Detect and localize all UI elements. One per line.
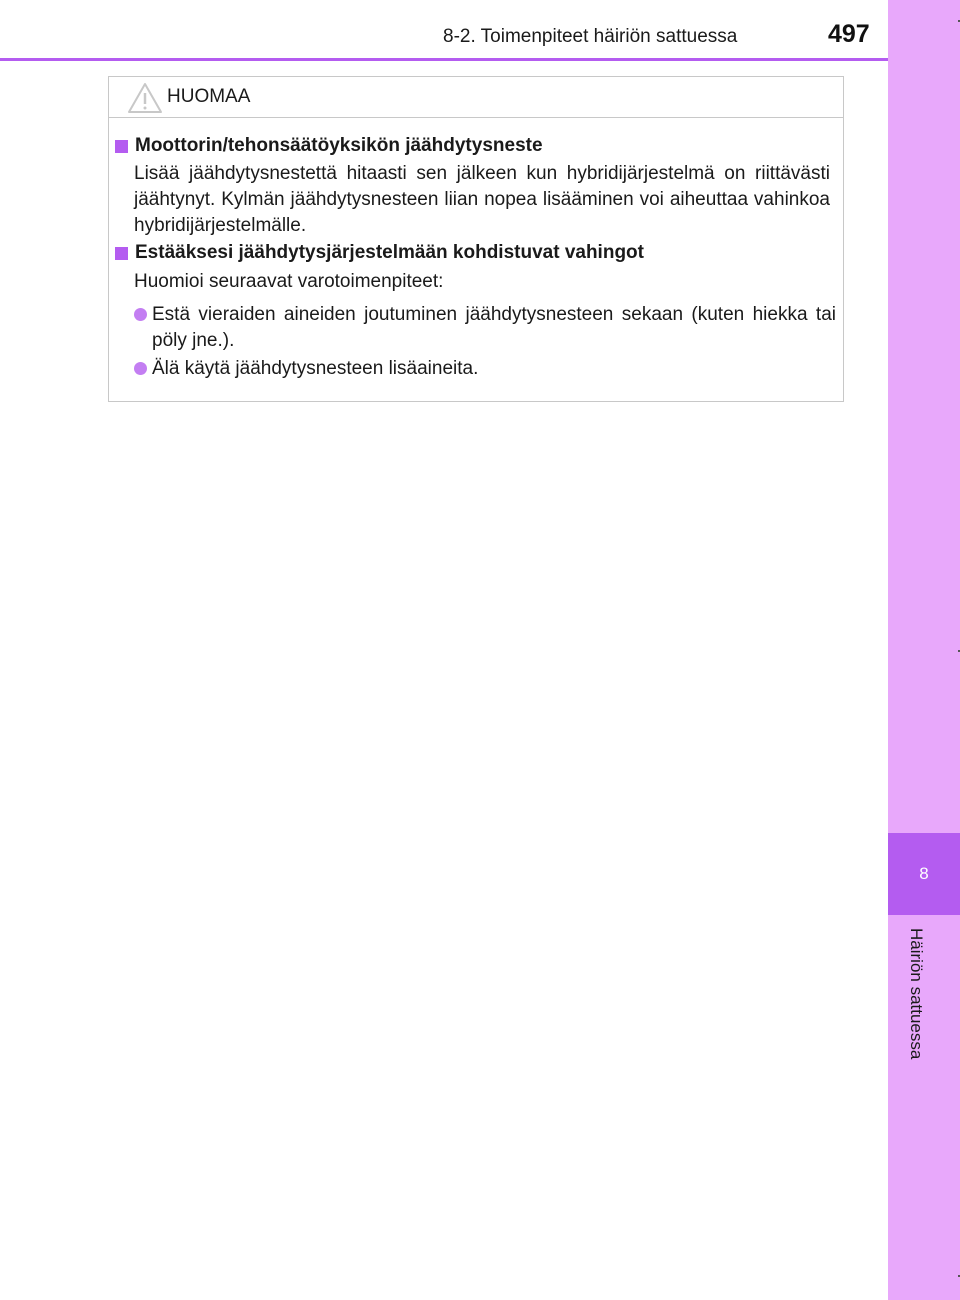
square-bullet-icon bbox=[115, 140, 128, 153]
list-item bbox=[134, 356, 836, 382]
page-header-title: 8-2. Toimenpiteet häiriön sattuessa bbox=[443, 26, 738, 47]
list-item-text: Älä käytä jäähdytysnesteen lisäaineita. bbox=[152, 358, 479, 379]
section-heading-text: Moottorin/tehonsäätöyksikön jäähdytysneste bbox=[135, 135, 543, 156]
square-bullet-icon bbox=[115, 247, 128, 260]
chapter-number: 8 bbox=[919, 864, 929, 883]
round-bullet-icon bbox=[134, 362, 147, 375]
notice-title: HUOMAA bbox=[167, 86, 251, 107]
page-number: 497 bbox=[828, 20, 870, 48]
section-heading-cooling-system bbox=[115, 242, 644, 264]
header-divider bbox=[0, 58, 888, 61]
warning-triangle-icon bbox=[127, 82, 163, 119]
list-item-text: Estä vieraiden aineiden joutuminen jäähdytysnesteen sekaan (kuten hiekka tai pöly jne.). bbox=[152, 304, 836, 351]
chapter-side-tab bbox=[888, 0, 960, 1300]
chapter-number-tab[interactable] bbox=[888, 833, 960, 915]
notice-box bbox=[108, 76, 844, 402]
section-heading-coolant bbox=[115, 135, 543, 157]
round-bullet-icon bbox=[134, 308, 147, 321]
section-paragraph: Huomioi seuraavat varotoimenpiteet: bbox=[134, 271, 444, 292]
list-item bbox=[134, 302, 836, 354]
chapter-side-label: Häiriön sattuessa bbox=[907, 928, 926, 1060]
notice-header bbox=[109, 77, 843, 118]
section-paragraph: Lisää jäähdytysnestettä hitaasti sen jälkeen kun hybridijärjestelmä on riittävästi jäähtynyt. Kylmän jäähdytysnesteen liian nopea lisääminen voi aiheuttaa vahinkoa hybridijärjestelmälle. bbox=[134, 163, 830, 236]
section-heading-text: Estääksesi jäähdytysjärjestelmään kohdistuvat vahingot bbox=[135, 242, 644, 263]
